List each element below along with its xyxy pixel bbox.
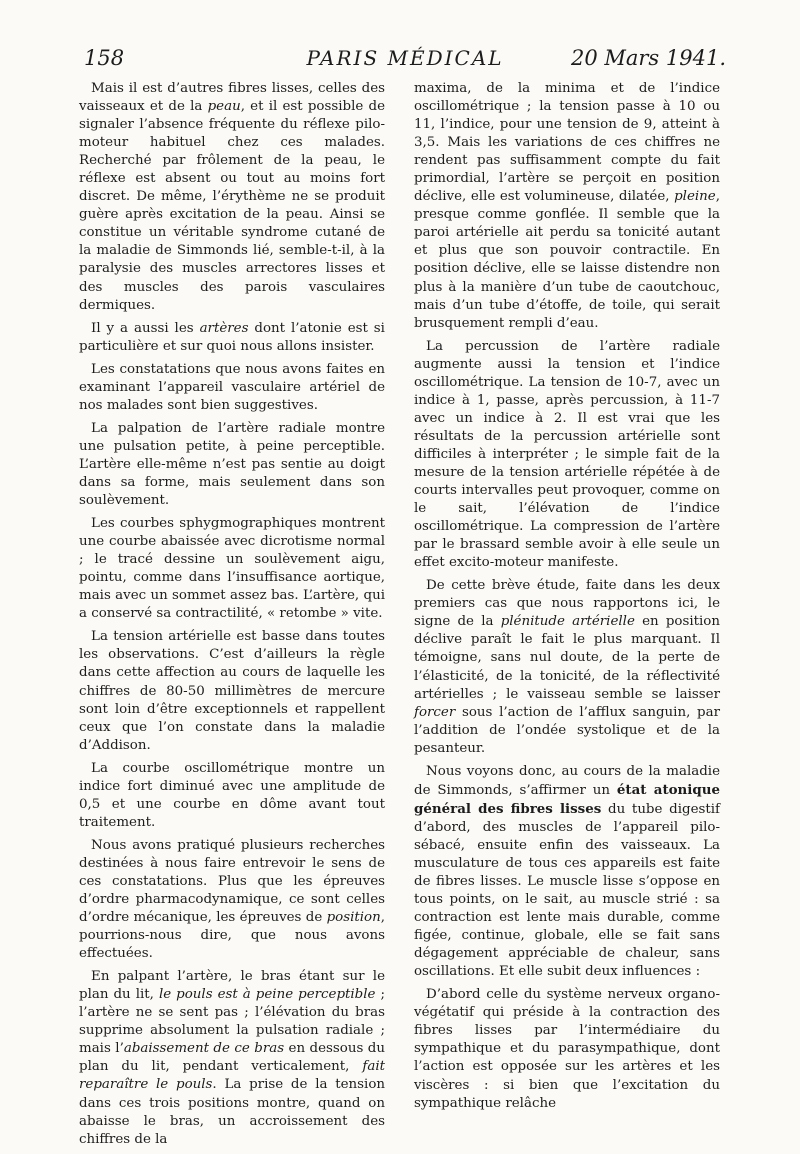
paragraph: Les courbes sphygmographiques montrent une courbe abaissée avec dicrotisme normal ; le tracé dessine un soulèvement aigu, pointu, comme dans l’insuffisance aortique, mais avec un sommet assez bas. L’artère, qui a conservé sa contractilité, « retombe » vite. [79, 516, 385, 622]
paragraph: La tension artérielle est basse dans toutes les observations. C’est d’ailleurs la règle dans cette affection au cours de laquelle les chiffres de 80-50 millimètres de mercure sont loin d’être exceptionnels et rappellent ceux que l’on constate dans la maladie d’Addison. [79, 629, 385, 753]
paragraph: Les constatations que nous avons faites en examinant l’appareil vasculaire artériel de nos malades sont bien suggestives. [79, 361, 385, 413]
paragraph: maxima, de la minima et de l’indice oscillométrique ; la tension passe à 10 ou 11, l’indice, pour une tension de 9, atteint à 3,5. Mais les variations de ces chiffres ne rendent pas suffisamment compte du fait primordial, l’artère se perçoit en position déclive, elle est volumineuse, dilatée, pleine, presque comme gonflée. Il semble que la paroi artérielle ait perdu sa tonicité autant et plus que son pouvoir contractile. En position déclive, elle se laisse distendre non plus à la manière d’un tube de caoutchouc, mais d’un tube d’étoffe, de toile, qui serait brusquement rempli d’eau. [414, 81, 720, 331]
issue-date: 20 Mars 1941. [570, 46, 726, 70]
paragraph: De cette brève étude, faite dans les deux premiers cas que nous rapportons ici, le signe de la plénitude artérielle en position déclive paraît le fait le plus marquant. Il témoigne, sans nul doute, de la perte de l’élasticité, de la tonicité, de la réflectivité artérielles ; le vaisseau semble se laisser forcer sous l’action de l’afflux sanguin, par l’addition de l’ondée systolique et de la pesanteur. [414, 578, 720, 756]
left-column [79, 80, 385, 1154]
paragraph: En palpant l’artère, le bras étant sur le plan du lit, le pouls est à peine perceptible ; l’artère ne se sent pas ; l’élévation du bras supprime absolument la pulsation radiale ; mais l’abaissement de ce bras en dessous du plan du lit, pendant verticalement, fait reparaître le pouls. La prise de la tension dans ces trois positions montre, quand on abaisse le bras, un accroissement des chiffres de la [79, 969, 386, 1147]
paragraph: Mais il est d’autres fibres lisses, celles des vaisseaux et de la peau, et il est possible de signaler l’absence fréquente du réflexe pilo-moteur habituel chez ces malades. Recherché par frôlement de la peau, le réflexe est absent ou tout au moins fort discret. De même, l’érythème ne se produit guère après excitation de la peau. Ainsi se constitue un véritable syndrome cutané de la maladie de Simmonds lié, semble-t-il, à la paralysie des muscles arrectores lisses et des muscles des parois vasculaires dermiques. [79, 81, 386, 313]
paragraph: La palpation de l’artère radiale montre une pulsation petite, à peine perceptible. L’artère elle-même n’est pas sentie au doigt dans sa forme, mais seulement dans son soulèvement. [79, 420, 385, 509]
running-header [84, 46, 726, 74]
paragraph: Nous avons pratiqué plusieurs recherches destinées à nous faire entrevoir le sens de ces constatations. Plus que les épreuves d’ordre pharmacodynamique, ce sont celles d’ordre mécanique, les épreuves de position, pourrions-nous dire, que nous avons effectuées. [79, 837, 385, 962]
paragraph: D’abord celle du système nerveux organo-végétatif qui préside à la contraction des fibres lisses par l’intermédiaire du sympathique et du parasympathique, dont l’action est opposée sur les artères et les viscères : si bien que l’excitation du sympathique relâche [414, 987, 720, 1111]
paragraph: La percussion de l’artère radiale augmente aussi la tension et l’indice oscillométrique. La tension de 10-7, avec un indice à 1, passe, après percussion, à 11-7 avec un indice à 2. Il est vrai que les résultats de la percussion artérielle sont difficiles à interpréter ; le simple fait de la mesure de la tension artérielle répétée à de courts intervalles peut provoquer, comme on le sait, l’élévation de l’indice oscillométrique. La compression de l’artère par le brassard semble avoir à elle seule un effet excito-moteur manifeste. [414, 338, 720, 571]
paragraph: La courbe oscillométrique montre un indice fort diminué avec une amplitude de 0,5 et une courbe en dôme avant tout traitement. [79, 760, 385, 830]
right-column [414, 80, 720, 1118]
paragraph: Nous voyons donc, au cours de la maladie de Simmonds, s’affirmer un état atonique général des fibres lisses du tube digestif d’abord, des muscles de l’appareil pilo-sébacé, ensuite enfin des vaisseaux. La musculature de tous ces appareils est faite de fibres lisses. Le muscle lisse s’oppose en tous points, on le sait, au muscle strié : sa contraction est lente mais durable, comme figée, continue, globale, elle se fait sans dégagement appréciable de chaleur, sans oscillations. Et elle subit deux influences : [414, 763, 721, 980]
paragraph: Il y a aussi les artères dont l’atonie est si particulière et sur quoi nous allons insister. [79, 320, 385, 354]
page-number: 158 [84, 46, 125, 70]
journal-title: PARIS MÉDICAL [306, 46, 504, 70]
